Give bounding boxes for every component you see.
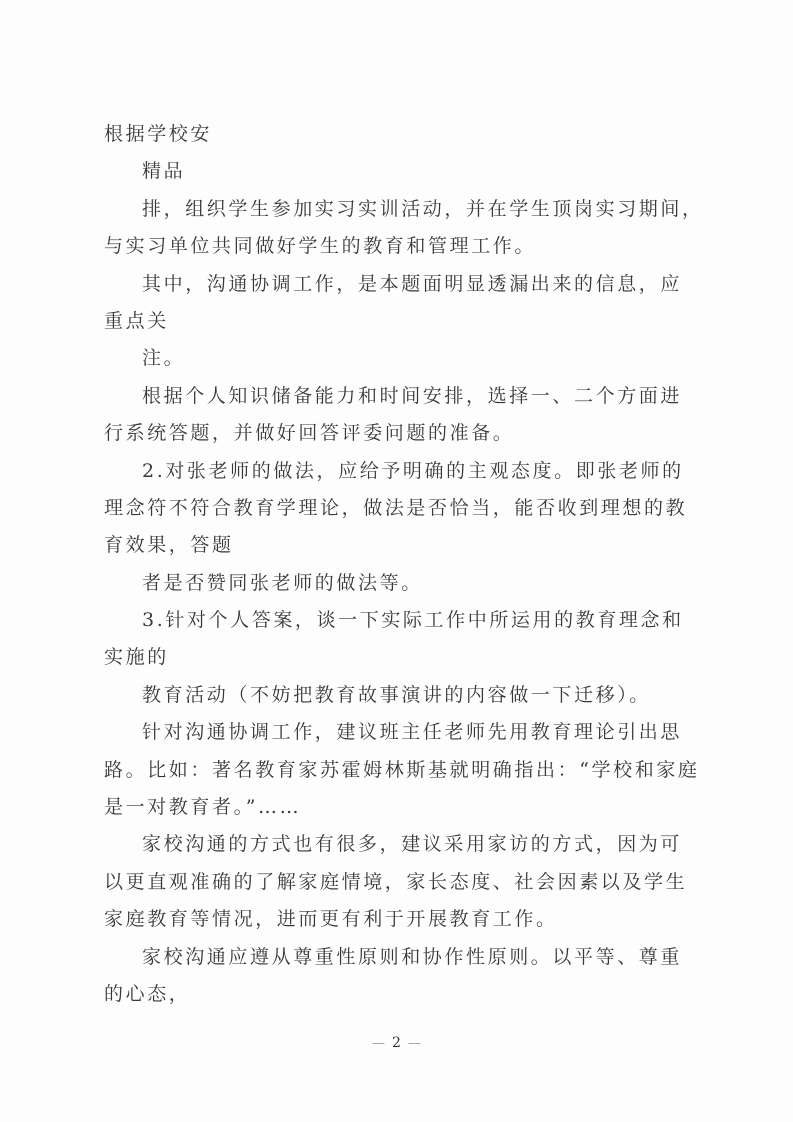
text-line: 者是否赞同张老师的做法等。 bbox=[142, 571, 423, 594]
text-line: 路。比如：著名教育家苏霍姆林斯基就明确指出：“学校和家庭 bbox=[104, 758, 700, 781]
text-line: 3.针对个人答案，谈一下实际工作中所运用的教育理念和 bbox=[142, 609, 684, 632]
text-line: 以更直观准确的了解家庭情境，家长态度、社会因素以及学生 bbox=[104, 870, 688, 893]
text-line: 家校沟通的方式也有很多，建议采用家访的方式，因为可 bbox=[142, 833, 683, 856]
text-line: 家庭教育等情况，进而更有利于开展教育工作。 bbox=[104, 908, 558, 931]
text-line: 的心态， bbox=[104, 982, 191, 1005]
text-line: 家校沟通应遵从尊重性原则和协作性原则。以平等、尊重 bbox=[142, 945, 683, 968]
text-line: 理念符不符合教育学理论，做法是否恰当，能否收到理想的教 bbox=[104, 496, 688, 519]
text-line: 排，组织学生参加实习实训活动，并在学生顶岗实习期间， bbox=[142, 197, 704, 220]
text-line: 是一对教育者。”…… bbox=[104, 796, 302, 819]
text-line: 教育活动（不妨把教育故事演讲的内容做一下迁移）。 bbox=[142, 683, 651, 706]
text-line: 针对沟通协调工作，建议班主任老师先用教育理论引出思 bbox=[142, 721, 683, 744]
text-line: 精品 bbox=[142, 160, 186, 183]
page-footer bbox=[0, 1031, 793, 1055]
text-line: 根据个人知识储备能力和时间安排，选择一、二个方面进 bbox=[142, 384, 683, 407]
text-line: 2.对张老师的做法，应给予明确的主观态度。即张老师的 bbox=[142, 459, 684, 482]
text-line: 根据学校安 bbox=[104, 123, 213, 145]
text-line: 与实习单位共同做好学生的教育和管理工作。 bbox=[104, 235, 537, 258]
text-line: 育效果，答题 bbox=[104, 534, 234, 557]
text-line: 行系统答题，并做好回答评委问题的准备。 bbox=[104, 422, 515, 445]
text-line: 实施的 bbox=[104, 646, 169, 669]
page-number: 2 bbox=[392, 1035, 401, 1051]
text-line: 注。 bbox=[142, 347, 186, 370]
footer-dash-right: — bbox=[407, 1036, 421, 1051]
text-line: 其中，沟通协调工作，是本题面明显透漏出来的信息，应 bbox=[142, 272, 683, 295]
text-line: 重点关 bbox=[104, 309, 169, 332]
footer-dash-left: — bbox=[372, 1036, 386, 1051]
document-lines bbox=[104, 116, 704, 1013]
